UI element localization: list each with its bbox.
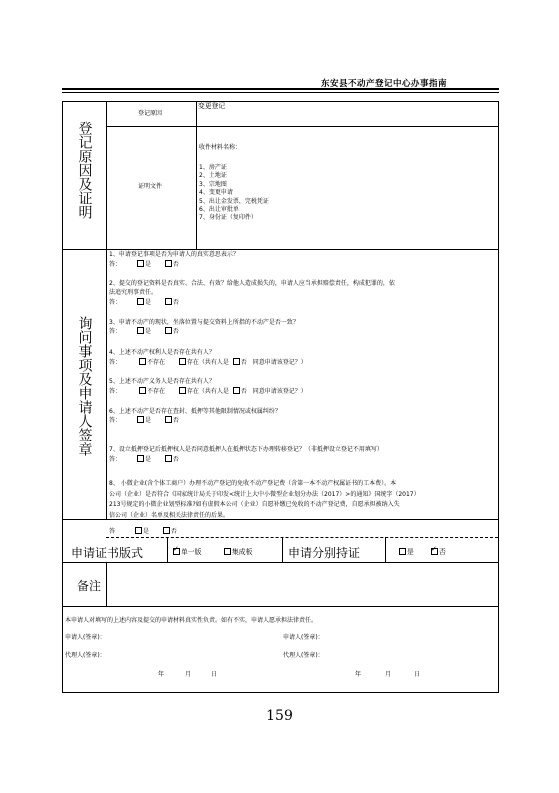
question-8 — [109, 479, 497, 521]
checkbox-yes[interactable] — [137, 328, 151, 335]
checkbox-label: 是 — [144, 261, 151, 268]
divider — [106, 126, 498, 127]
answer-5 — [109, 388, 307, 396]
checkbox-exist[interactable] — [179, 359, 229, 366]
cert-option-single[interactable] — [173, 548, 201, 557]
reason-value: 变更登记 — [198, 102, 226, 110]
cert-format-label: 申请证书版式 — [71, 546, 144, 560]
option-label: 是 — [407, 548, 414, 556]
checkbox-no[interactable] — [233, 388, 247, 395]
doc-item: 6、出让审批单 — [199, 206, 239, 214]
section-label-reason: 登记原因及证明 — [76, 121, 93, 219]
divider — [63, 519, 498, 520]
applicant-signature-1[interactable]: 申请人(签章)： — [65, 634, 106, 641]
question-5: 5、上述不动产义务人是否存在共有人？ — [109, 378, 215, 385]
checkbox-label: 不存在 — [146, 388, 165, 395]
checkbox-no[interactable] — [163, 528, 177, 535]
option-label: 单一版 — [181, 548, 202, 556]
checkbox-yes[interactable] — [135, 528, 149, 535]
checkbox-label: 否 — [240, 359, 247, 366]
answer-prefix: 答： — [109, 299, 122, 306]
date-month: 月 — [185, 671, 192, 678]
answer-4 — [109, 359, 307, 367]
checkbox-label: 是 — [144, 328, 151, 335]
divider — [282, 537, 283, 562]
separate-cert-no[interactable] — [431, 548, 446, 557]
checkbox-label: 否 — [170, 528, 177, 535]
divider — [106, 102, 107, 519]
doc-item: 1、房产证 — [199, 164, 227, 171]
applicant-signature-2[interactable]: 申请人(签章)： — [283, 634, 324, 641]
question-3: 3、申请不动产的现状，坐落位置与提交资料上所指的不动产是否一致？ — [109, 319, 299, 326]
checkbox-no[interactable] — [165, 299, 179, 306]
checkbox-exist[interactable] — [179, 388, 229, 395]
header-rule-thin — [62, 92, 499, 93]
answer-suffix: 同意申请该登记？） — [252, 359, 307, 366]
option-label: 集成板 — [232, 548, 253, 556]
answer-prefix: 答： — [109, 261, 122, 268]
divider — [196, 102, 197, 249]
docs-label: 证明文件 — [138, 183, 163, 190]
divider — [63, 249, 498, 250]
form-table — [62, 101, 499, 693]
answer-suffix: 同意申请该登记？） — [252, 388, 307, 395]
date-year-2: 年 — [355, 671, 362, 678]
checkbox-no[interactable] — [165, 417, 179, 424]
agent-signature-2[interactable]: 代理人(签章)： — [283, 652, 324, 659]
answer-prefix: 答： — [109, 328, 122, 335]
section-label-inquiry: 询问事项及申请人签章 — [76, 316, 93, 456]
checkbox-yes[interactable] — [137, 261, 151, 268]
checkbox-no[interactable] — [165, 328, 179, 335]
answer-prefix: 答 — [109, 528, 116, 535]
question-2: 2、提交的登记资料是否真实、合法、有效？给他人造成损失的，申请人应当承担赔偿责任，构成犯罪的，依 — [109, 280, 395, 287]
checkbox-label: 存在（共有人是 — [186, 359, 229, 366]
checkbox-label: 不存在 — [146, 359, 165, 366]
checkbox-no[interactable] — [233, 359, 247, 366]
answer-3 — [109, 328, 179, 336]
checkbox-yes[interactable] — [137, 456, 151, 463]
date-year: 年 — [158, 671, 165, 678]
docs-list — [199, 164, 269, 223]
checkbox-label: 否 — [172, 456, 179, 463]
agent-signature-1[interactable]: 代理人(签章)： — [65, 652, 106, 659]
checkbox-label: 否 — [172, 261, 179, 268]
answer-8 — [109, 528, 177, 536]
doc-item: 4、变更申请 — [199, 189, 233, 197]
checkbox-no[interactable] — [165, 261, 179, 268]
page-header-title: 东安县不动产登记中心办事指南 — [320, 79, 447, 89]
question-7: 7、设立抵押登记后抵押权人是否同意抵押人在抵押状态下办理转移登记？（非抵押设立登记不用填写） — [109, 446, 383, 453]
checkbox-not-exist[interactable] — [139, 359, 165, 366]
checkbox-label: 否 — [172, 299, 179, 306]
answer-7 — [109, 456, 179, 464]
doc-item: 7、身份证（复印件） — [199, 214, 257, 222]
divider — [63, 606, 498, 607]
doc-item: 5、出让金发票，完税凭证 — [199, 197, 269, 205]
divider — [106, 537, 498, 538]
checkbox-label: 是 — [144, 417, 151, 424]
checkbox-label: 否 — [172, 417, 179, 424]
answer-1 — [109, 261, 179, 269]
docs-title: 收件材料名称： — [199, 144, 242, 151]
checkbox-label: 是 — [144, 299, 151, 306]
answer-prefix: 答： — [109, 388, 122, 395]
question-4: 4、上述不动产权利人是否存在共有人？ — [109, 349, 215, 356]
question-8-line: 信公司（企业）名单及相关法律责任的后果。 — [109, 511, 230, 519]
separate-cert-label: 申请分别持证 — [288, 546, 361, 560]
checkbox-label: 是 — [142, 528, 149, 535]
checkbox-label: 否 — [172, 328, 179, 335]
remark-label: 备注 — [77, 579, 102, 593]
checkbox-label: 否 — [240, 388, 247, 395]
divider — [167, 537, 168, 562]
page-number: 159 — [266, 708, 293, 724]
date-day: 日 — [211, 671, 218, 678]
doc-item: 3、宗地图 — [199, 180, 227, 188]
cert-option-integrated[interactable] — [224, 548, 252, 557]
question-1: 1、申请登记事项是否为申请人的真实意思表示？ — [109, 251, 239, 258]
question-2-cont: 法追究刑事责任。 — [109, 289, 158, 296]
divider — [385, 537, 386, 562]
answer-6 — [109, 417, 179, 425]
question-8-line: 8、 小微企业(含个体工商户）办理不动产登记的免收不动产登记费（含第一本不动产权属证书的工本费）。本 — [109, 480, 397, 487]
answer-prefix: 答： — [109, 456, 122, 463]
question-8-line: 213号规定的小微企业划型标准?如有虚假本公司（企业）自愿补缴已免收的不动产登记费，自愿承担被纳入失 — [109, 501, 400, 509]
date-month-2: 月 — [385, 671, 392, 678]
reason-label: 登记原因 — [138, 110, 163, 117]
option-label: 否 — [439, 548, 446, 556]
header-rule — [62, 88, 499, 90]
remark-field[interactable] — [107, 563, 497, 605]
question-6: 6、上述不动产是否存在查封、抵押等其他限制情况或权属纠纷？ — [109, 408, 281, 415]
answer-prefix: 答： — [109, 417, 122, 424]
date-day-2: 日 — [414, 671, 421, 678]
checkbox-label: 是 — [144, 456, 151, 463]
doc-item: 2、土地证 — [199, 172, 227, 180]
checkbox-yes[interactable] — [137, 417, 151, 424]
checkbox-label: 存在（共有人是 — [186, 388, 229, 395]
answer-prefix: 答： — [109, 359, 122, 366]
question-8-line: 公司（企业）是否符合《国家统计局关于印发<统计上大中小微型企业划分办法（2017）>的通知》国统字（2017） — [109, 490, 420, 498]
declaration-text: 本申请人对填写的上述内容及提交的申请材料真实性负责。如有不实，申请人愿承担法律责任。 — [65, 617, 318, 624]
separate-cert-yes[interactable] — [399, 548, 414, 557]
checkbox-yes[interactable] — [137, 299, 151, 306]
answer-2 — [109, 299, 179, 307]
checkbox-not-exist[interactable] — [139, 388, 165, 395]
checkbox-no[interactable] — [165, 456, 179, 463]
